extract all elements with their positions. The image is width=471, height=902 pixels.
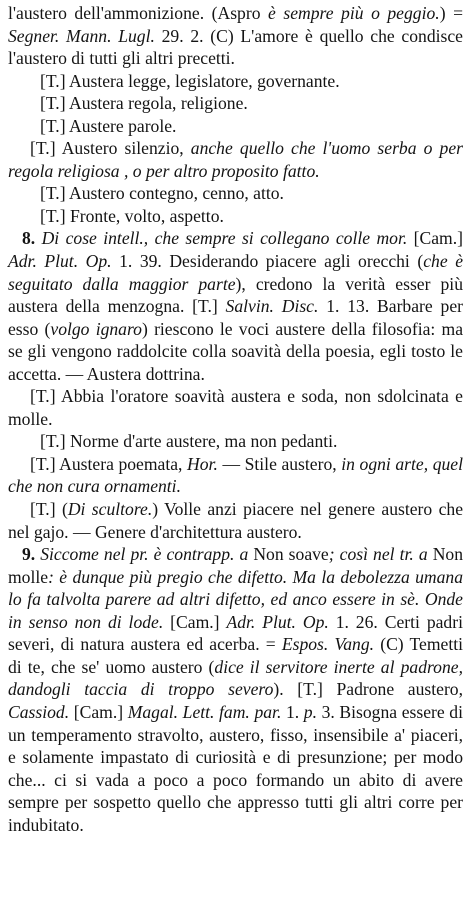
text-segment: Adr. Plut. Op. bbox=[226, 611, 329, 632]
text-segment: p. bbox=[303, 701, 317, 722]
text-segment: 1. 26. Certi padri severi, di natura austera ed acerba. = bbox=[8, 611, 463, 655]
paragraph-p08 bbox=[8, 227, 463, 385]
text-segment: ). [T.] Padrone austero, bbox=[273, 679, 463, 700]
text-segment: 29. 2. (C) L'amore è quello che condisce l'austero di tutti gli altri precetti. bbox=[8, 25, 463, 69]
text-segment: [T.] Austera legge, legislatore, governante. bbox=[40, 70, 340, 91]
text-segment: [Cam.] bbox=[407, 228, 463, 249]
text-segment: Adr. Plut. Op. bbox=[8, 251, 112, 272]
text-segment: [T.] Abbia l'oratore soavità austera e soda, non sdolcinata e molle. bbox=[8, 386, 463, 429]
text-segment: Cassiod. bbox=[8, 701, 70, 722]
paragraph-p07 bbox=[8, 205, 463, 228]
text-segment: 1. 13. Barbare per esso ( bbox=[8, 296, 463, 339]
text-segment: l'austero dell'ammonizione. (Aspro bbox=[8, 3, 269, 23]
paragraph-p06 bbox=[8, 182, 463, 205]
text-segment: anche quello che l'uomo serba o per regola religiosa , o per altro proposito fatto. bbox=[8, 138, 463, 181]
text-segment: 1. bbox=[281, 701, 304, 722]
text-segment: in ogni arte, quel che non cura ornamenti. bbox=[8, 453, 463, 497]
text-segment: che è seguitato dalla maggior parte bbox=[8, 251, 463, 294]
paragraph-p13 bbox=[8, 543, 463, 836]
text-segment: ) Volle anzi piacere nel genere austero che nel gajo. — Genere d'architettura austero. bbox=[8, 499, 463, 542]
text-segment: 9. bbox=[22, 544, 41, 565]
text-segment: Di cose intell., che sempre si collegano colle mor. bbox=[41, 228, 408, 249]
paragraph-p10 bbox=[8, 430, 463, 453]
text-segment: Non molle bbox=[8, 544, 463, 587]
text-segment: Magal. Lett. fam. par. bbox=[127, 701, 282, 722]
text-segment: — Stile austero, bbox=[217, 453, 342, 474]
paragraph-p03 bbox=[8, 92, 463, 115]
text-segment: [T.] Norme d'arte austere, ma non pedanti. bbox=[40, 431, 338, 452]
text-segment: Espos. Vang. bbox=[281, 634, 375, 655]
text-segment: [T.] Austere parole. bbox=[40, 115, 177, 136]
text-segment: ) = bbox=[439, 3, 463, 23]
text-segment: ) riescono le voci austere della filosofia: ma se gli vengono raddolcite colla soavità della poesia, egli tosto le accetta. — Austera dottrina. bbox=[8, 318, 464, 384]
text-segment: Hor. bbox=[187, 453, 218, 474]
text-segment: [Cam.] bbox=[69, 701, 128, 722]
paragraph-p04 bbox=[8, 115, 463, 138]
text-segment: Non soave bbox=[248, 544, 329, 565]
text-segment: [Cam.] bbox=[163, 611, 227, 632]
text-segment: è sempre più o peggio. bbox=[268, 3, 440, 23]
text-segment: Siccome nel pr. è contrapp. a bbox=[40, 544, 249, 565]
paragraph-p01 bbox=[8, 2, 463, 70]
text-segment: [T.] Austera poemata, bbox=[30, 453, 188, 474]
text-segment: [T.] Austera regola, religione. bbox=[40, 93, 248, 114]
text-segment: 1. 39. Desiderando piacere agli orecchi ( bbox=[111, 251, 424, 272]
text-segment: Di scultore. bbox=[67, 499, 153, 520]
text-segment: [T.] Austero contegno, cenno, atto. bbox=[40, 183, 284, 204]
text-segment: ), credono la verità esser più austera della menzogna. [T.] bbox=[8, 273, 463, 317]
text-segment: 3. Bisogna essere di un temperamento stravolto, austero, fisso, insensibile a' piaceri, e solamente impastato di curiosità e di presunzione; per modo che... ci si vada a poco a poco formando un abito di avere sempre per sospetto quello che appresso tutti gli altri corre per indubitato. bbox=[8, 701, 463, 835]
text-segment: [T.] ( bbox=[30, 499, 68, 520]
text-segment: : è dunque più pregio che difetto. Ma la debolezza umana lo fa talvolta parere ad altri difetto, ed anco essere in sè. Onde in senso non di lode. bbox=[8, 566, 463, 632]
paragraph-p05 bbox=[8, 137, 463, 182]
paragraph-p09 bbox=[8, 385, 463, 430]
text-segment: Segner. Mann. Lugl. bbox=[8, 25, 155, 46]
text-segment: dice il servitore inerte al padrone, dandogli taccia di troppo severo bbox=[8, 656, 463, 700]
paragraph-p02 bbox=[8, 70, 463, 93]
text-segment: [T.] Austero silenzio, bbox=[30, 138, 191, 159]
text-segment: volgo ignaro bbox=[50, 318, 142, 339]
text-segment: [T.] Fronte, volto, aspetto. bbox=[40, 205, 224, 226]
text-segment: 8. bbox=[22, 228, 42, 249]
text-segment: Salvin. Disc. bbox=[225, 296, 319, 317]
paragraph-p11 bbox=[8, 453, 463, 498]
text-segment: (C) Temetti di te, che se' uomo austero ( bbox=[8, 634, 463, 677]
text-segment: ; così nel tr. a bbox=[328, 544, 428, 565]
paragraph-p12 bbox=[8, 498, 463, 543]
